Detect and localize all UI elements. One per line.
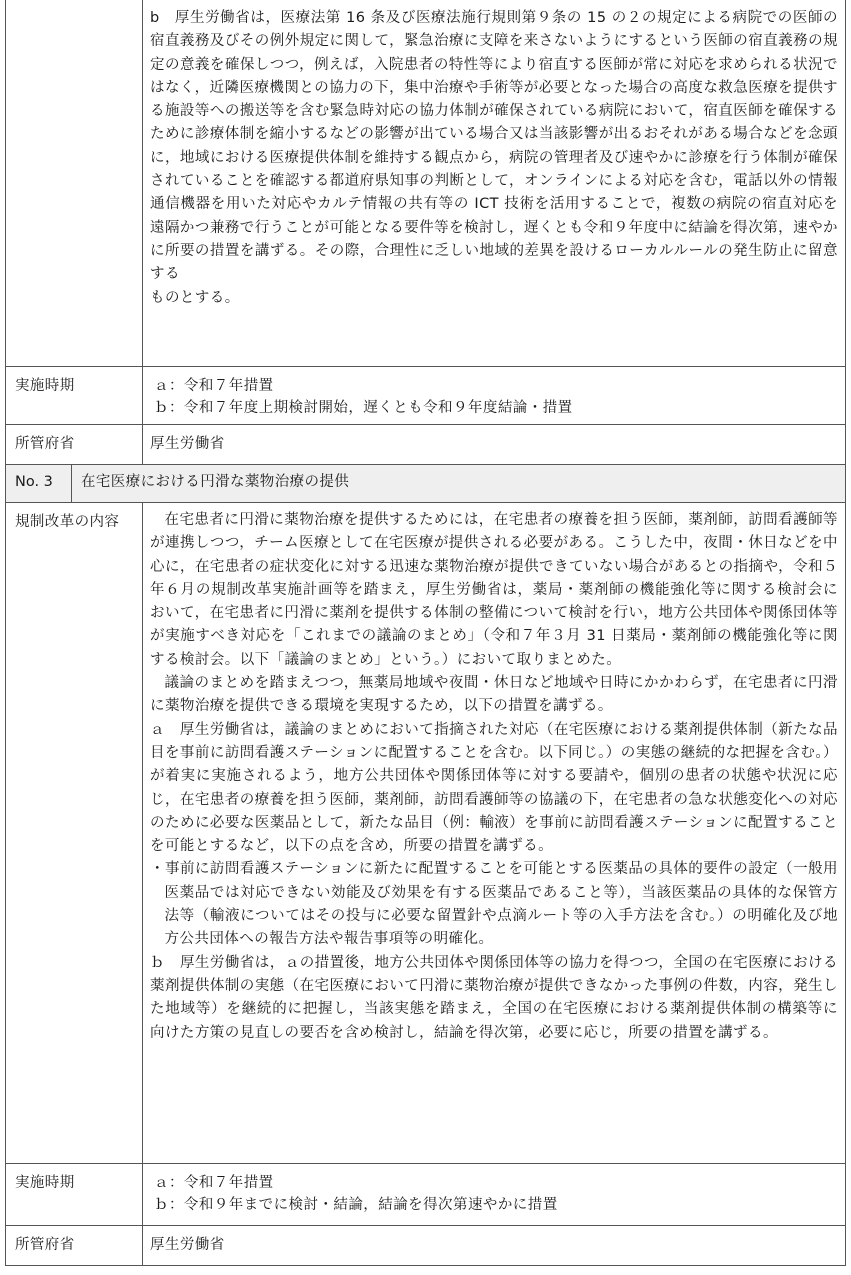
ministry-value: 厚生労働省: [150, 436, 225, 452]
content-cell: [143, 0, 845, 366]
timing-cell: [143, 367, 845, 424]
paragraph: 在宅患者に円滑に薬物治療を提供するためには，在宅患者の療養を担う医師，薬剤師，訪問看護師等が連携しつつ，チーム医療として在宅医療が提供される必要がある。こうした中，夜間・休日などを中心に，在宅患者の症状変化に対する迅速な薬物治療が提供できていない場合があるとの指摘や，令和５年６月の規制改革実施計画等を踏まえ，厚生労働省は，薬局・薬剤師の機能強化等に関する検討会において，在宅患者に円滑に薬剤を提供する体制の整備について検討を行い，地方公共団体や関係団体等が実施すべき対応を「これまでの議論のまとめ」（令和７年３月 31 日薬局・薬剤師の機能強化等に関する検討会。以下「議論のまとめ」という。）において取りまとめた。: [150, 512, 838, 668]
ministry-row: [5, 425, 846, 465]
item-header-row: [5, 465, 846, 503]
row-label: 実施時期: [6, 1164, 143, 1225]
ministry-row: [5, 1226, 846, 1266]
regulation-table: [5, 0, 846, 1266]
timing-line: ａ：令和７年措置: [154, 1175, 274, 1191]
timing-row: [5, 367, 846, 425]
row-label-empty: [6, 0, 143, 366]
paragraph: ｂ 厚生労働省は，ａの措置後，地方公共団体や関係団体等の協力を得つつ，全国の在宅医療における薬剤提供体制の実態（在宅医療において円滑に薬物治療が提供できなかった事例の件数，内容，発生した地域等）を継続的に把握し，当該実態を踏まえ，全国の在宅医療における薬剤提供体制の構築等に向けた方策の見直しの要否を含め検討し，結論を得次第，必要に応じ，所要の措置を講ずる。: [150, 954, 838, 1041]
content-row: [5, 503, 846, 1164]
row-label: 所管府省: [6, 1226, 143, 1265]
paragraph: 議論のまとめを踏まえつつ，無薬局地域や夜間・休日など地域や日時にかかわらず，在宅患者に円滑に薬物治療を提供できる環境を実現するため，以下の措置を講ずる。: [150, 675, 838, 715]
bullet-paragraph: ・事前に訪問看護ステーションに新たに配置することを可能とする医薬品の具体的要件の設定（一般用医薬品では対応できない効能及び効果を有する医薬品であること等），当該医薬品の具体的な保管方法等（輸液についてはその投与に必要な留置針や点滴ルート等の入手方法を含む。）の明確化及び地方公共団体への報告方法や報告事項等の明確化。: [150, 861, 838, 948]
ministry-cell: [143, 425, 845, 464]
row-label: 所管府省: [6, 425, 143, 464]
ministry-value: 厚生労働省: [150, 1237, 225, 1253]
timing-cell: [143, 1164, 845, 1225]
paragraph: ａ 厚生労働省は，議論のまとめにおいて指摘された対応（在宅医療における薬剤提供体制（新たな品目を事前に訪問看護ステーションに配置することを含む。以下同じ。）の実態の継続的な把握を含む。）が着実に実施されるよう，地方公共団体や関係団体等に対する要請や，個別の患者の状態や状況に応じ，在宅患者の療養を担う医師，薬剤師，訪問看護師等の協議の下，在宅患者の急な状態変化への対応のために必要な医薬品として，新たな品目（例：輸液）を事前に訪問看護ステーションに配置することを可能とするなど，以下の点を含め，所要の措置を講ずる。: [150, 721, 838, 855]
row-label: 規制改革の内容: [6, 503, 143, 1163]
content-cell: [143, 503, 845, 1163]
paragraph: ものとする。: [150, 289, 240, 306]
paragraph: b 厚生労働省は，医療法第 16 条及び医療法施行規則第９条の 15 の２の規定による病院での医師の宿直義務及びその例外規定に関して，緊急治療に支障を来さないようにするという医師の宿直義務の規定の意義を確保しつつ，例えば，入院患者の特性等により宿直する医師が常に対応を求められる状況ではなく，近隣医療機関との協力の下，集中治療や手術等が必要となった場合の高度な救急医療を提供する施設等への搬送等を含む緊急時対応の協力体制が確保されている病院において，宿直医師を確保するために診療体制を縮小するなどの影響が出ている場合又は当該影響が出るおそれがある場合などを念頭に，地域における医療提供体制を維持する観点から，病院の管理者及び速やかに診療を行う体制が確保されていることを確認する都道府県知事の判断として，オンラインによる対応を含む，電話以外の情報通信機器を用いた対応やカルテ情報の共有等の ICT 技術を活用することで，複数の病院の宿直対応を遠隔かつ兼務で行うことが可能となる要件等を検討し，遅くとも令和９年度中に結論を得次第，速やかに所要の措置を講ずる。その際，合理性に乏しい地域的差異を設けるローカルルールの発生防止に留意する: [150, 10, 838, 283]
content-row-continued: [5, 0, 846, 367]
timing-line: ｂ：令和７年度上期検討開始，遅くとも令和９年度結論・措置: [154, 400, 573, 416]
item-number: No. 3: [6, 465, 72, 502]
timing-line: ａ：令和７年措置: [154, 378, 274, 394]
item-title: 在宅医療における円滑な薬物治療の提供: [81, 474, 350, 490]
row-label: 実施時期: [6, 367, 143, 424]
timing-line: ｂ：令和９年までに検討・結論，結論を得次第速やかに措置: [154, 1197, 558, 1213]
ministry-cell: [143, 1226, 845, 1265]
timing-row: [5, 1164, 846, 1226]
